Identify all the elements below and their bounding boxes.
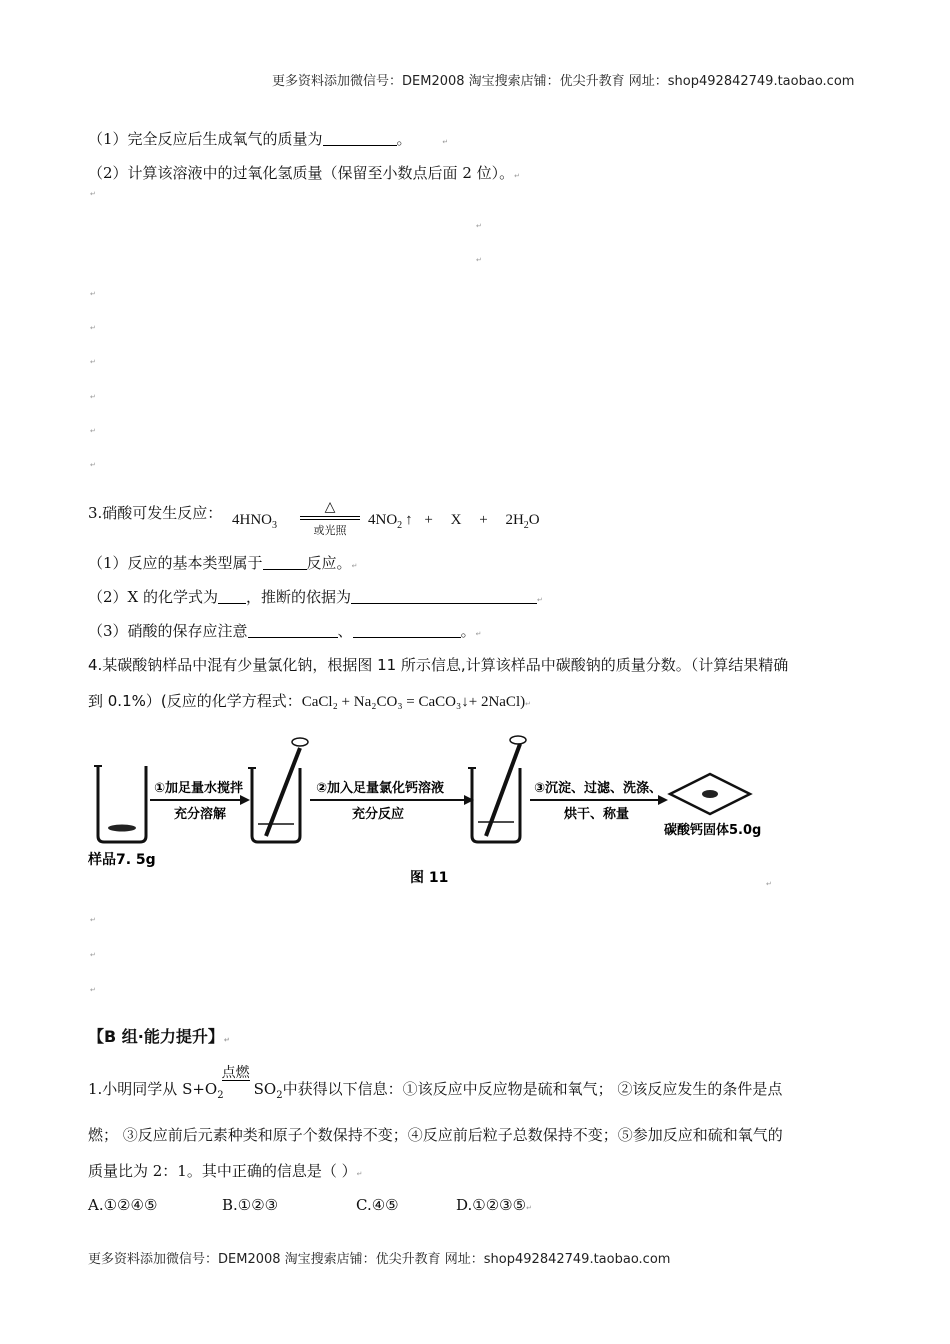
paragraph-mark: ↵ <box>476 222 482 230</box>
page-footer: 更多资料添加微信号：DEM2008 淘宝搜索店铺：优尖升教育 网址：shop492842749.taobao.com <box>88 1252 671 1267</box>
step-1-top: ①加足量水搅拌 <box>154 781 244 796</box>
b1-condition-arrow <box>221 1065 254 1098</box>
paragraph-mark: ↵ <box>90 290 96 298</box>
b1-line3-text: 质量比为 2：1。其中正确的信息是（ ） <box>88 1162 357 1180</box>
paragraph-mark: ↵ <box>90 190 96 198</box>
b1-o2-subscript: 2 <box>217 1090 224 1101</box>
paragraph-mark: ↵ <box>90 916 96 924</box>
q3-part2-mid: ，推断的依据为 <box>246 588 352 606</box>
step-1-bottom: 充分溶解 <box>174 807 227 822</box>
answer-blank[interactable] <box>353 623 461 638</box>
lhs-formula: 4HNO <box>232 512 272 528</box>
answer-blank[interactable] <box>351 589 537 604</box>
unknown-x: X <box>450 512 462 528</box>
question-3-part-2 <box>88 586 543 607</box>
question-3-intro: 3.硝酸可发生反应： <box>88 504 223 522</box>
condition-light: 或光照 <box>313 524 347 537</box>
question-2-part-1 <box>88 128 448 149</box>
b1-line1-rest: 中获得以下信息：①该反应中反应物是硫和氧气； ②该反应发生的条件是点 <box>282 1080 783 1098</box>
lhs-subscript: 3 <box>272 520 277 531</box>
question-b1-line-1 <box>88 1065 783 1101</box>
q3-part1-text: （1）反应的基本类型属于 <box>88 554 263 572</box>
reaction-condition <box>300 500 360 538</box>
answer-blank[interactable] <box>218 589 246 604</box>
page-header: 更多资料添加微信号：DEM2008 淘宝搜索店铺：优尖升教育 网址：shop492842749.taobao.com <box>272 74 855 89</box>
step-3-bottom: 烘干、称量 <box>564 807 630 822</box>
paragraph-mark: ↵ <box>223 1036 230 1044</box>
paragraph-mark: ↵ <box>525 700 531 708</box>
q3-part2-text: （2）X 的化学式为 <box>88 588 218 606</box>
paragraph-mark: ↵ <box>90 461 96 469</box>
answer-blank[interactable] <box>248 623 338 638</box>
rhs-water: 2H <box>505 512 524 528</box>
paragraph-mark: ↵ <box>90 427 96 435</box>
section-b-title <box>88 1024 230 1047</box>
paragraph-mark: ↵ <box>475 630 482 638</box>
q3-part3-end: 。 <box>460 622 476 640</box>
step-3-top: ③沉淀、过滤、洗涤、 <box>534 781 663 796</box>
paragraph-mark: ↵ <box>90 986 96 994</box>
reaction-rhs <box>368 512 540 531</box>
step-2-top: ②加入足量氯化钙溶液 <box>316 781 445 796</box>
paragraph-mark: ↵ <box>476 256 482 264</box>
question-4-line-2 <box>88 690 531 711</box>
plus-sign: + <box>479 512 488 528</box>
q2-part1-end: 。 <box>396 130 412 148</box>
paragraph-mark: ↵ <box>537 596 543 604</box>
option-d[interactable] <box>456 1196 532 1214</box>
q4-line2-text: 到 0.1%）(反应的化学方程式： <box>88 692 302 710</box>
section-b-title-text: 【B 组·能力提升】 <box>88 1027 224 1046</box>
rhs-no2-subscript: 2 <box>397 520 403 531</box>
paragraph-mark: ↵ <box>442 138 449 146</box>
paragraph-mark: ↵ <box>351 562 358 570</box>
b1-condition-ignite: 点燃 <box>221 1065 250 1081</box>
q3-part3-mid: 、 <box>337 622 353 640</box>
gas-arrow-icon: ↑ <box>405 512 413 528</box>
paragraph-mark: ↵ <box>90 324 96 332</box>
paragraph-mark: ↵ <box>90 951 96 959</box>
option-d-text: D.①②③⑤ <box>456 1196 527 1214</box>
q3-part3-text: （3）硝酸的保存应注意 <box>88 622 248 640</box>
label-product: 碳酸钙固体5.0g <box>664 823 762 838</box>
q4-equation: CaCl₂ + Na₂CO₃ = CaCO₃↓+ 2NaCl) <box>301 694 526 710</box>
question-3-part-1 <box>88 552 357 573</box>
paragraph-mark: ↵ <box>526 1204 532 1212</box>
option-a[interactable]: A.①②④⑤ <box>88 1196 158 1214</box>
reaction-lhs <box>232 512 277 531</box>
answer-blank[interactable] <box>323 131 397 146</box>
figure-11-experiment-diagram <box>88 726 788 894</box>
figure-caption: 图 11 <box>410 870 449 886</box>
beaker-sample-icon <box>94 766 146 842</box>
option-c[interactable]: C.④⑤ <box>356 1196 399 1214</box>
beaker-stirring-icon <box>248 738 308 842</box>
paragraph-mark: ↵ <box>356 1170 363 1178</box>
question-2-part-2 <box>88 162 520 183</box>
heat-triangle-icon: △ <box>324 499 336 515</box>
question-b1-line-3 <box>88 1160 363 1181</box>
label-sample: 样品7. 5g <box>88 852 156 868</box>
option-b[interactable]: B.①②③ <box>222 1196 279 1214</box>
b1-so2-subscript: 2 <box>276 1090 283 1101</box>
b1-reactants: 1.小明同学从 S+O <box>88 1080 218 1098</box>
paragraph-mark: ↵ <box>90 358 96 366</box>
plus-sign: + <box>424 512 433 528</box>
q2-part2-text: （2）计算该溶液中的过氧化氢质量（保留至小数点后面 2 位）。 <box>88 164 515 182</box>
question-b1-line-2: 燃； ③反应前后元素种类和原子个数保持不变；④反应前后粒子总数保持不变；⑤参加反应和硫和氧气的 <box>88 1126 783 1144</box>
filter-paper-icon <box>670 774 750 814</box>
paragraph-mark: ↵ <box>514 172 521 180</box>
paragraph-mark: ↵ <box>766 880 772 888</box>
step-2-bottom: 充分反应 <box>352 807 405 822</box>
q2-part1-text: （1）完全反应后生成氧气的质量为 <box>88 130 323 148</box>
answer-blank[interactable] <box>263 555 307 570</box>
q3-part1-end: 反应。 <box>306 554 352 572</box>
rhs-water-subscript: 2 <box>523 520 529 531</box>
b1-product: SO <box>253 1080 277 1098</box>
rhs-water-o: O <box>528 512 540 528</box>
rhs-no2: 4NO <box>368 512 398 528</box>
question-3-part-3 <box>88 620 481 641</box>
beaker-reaction-icon <box>468 736 526 842</box>
question-4-line-1: 4.某碳酸钠样品中混有少量氯化钠，根据图 11 所示信息,计算该样品中碳酸钠的质量分数。（计算结果精确 <box>88 656 789 674</box>
paragraph-mark: ↵ <box>90 393 96 401</box>
